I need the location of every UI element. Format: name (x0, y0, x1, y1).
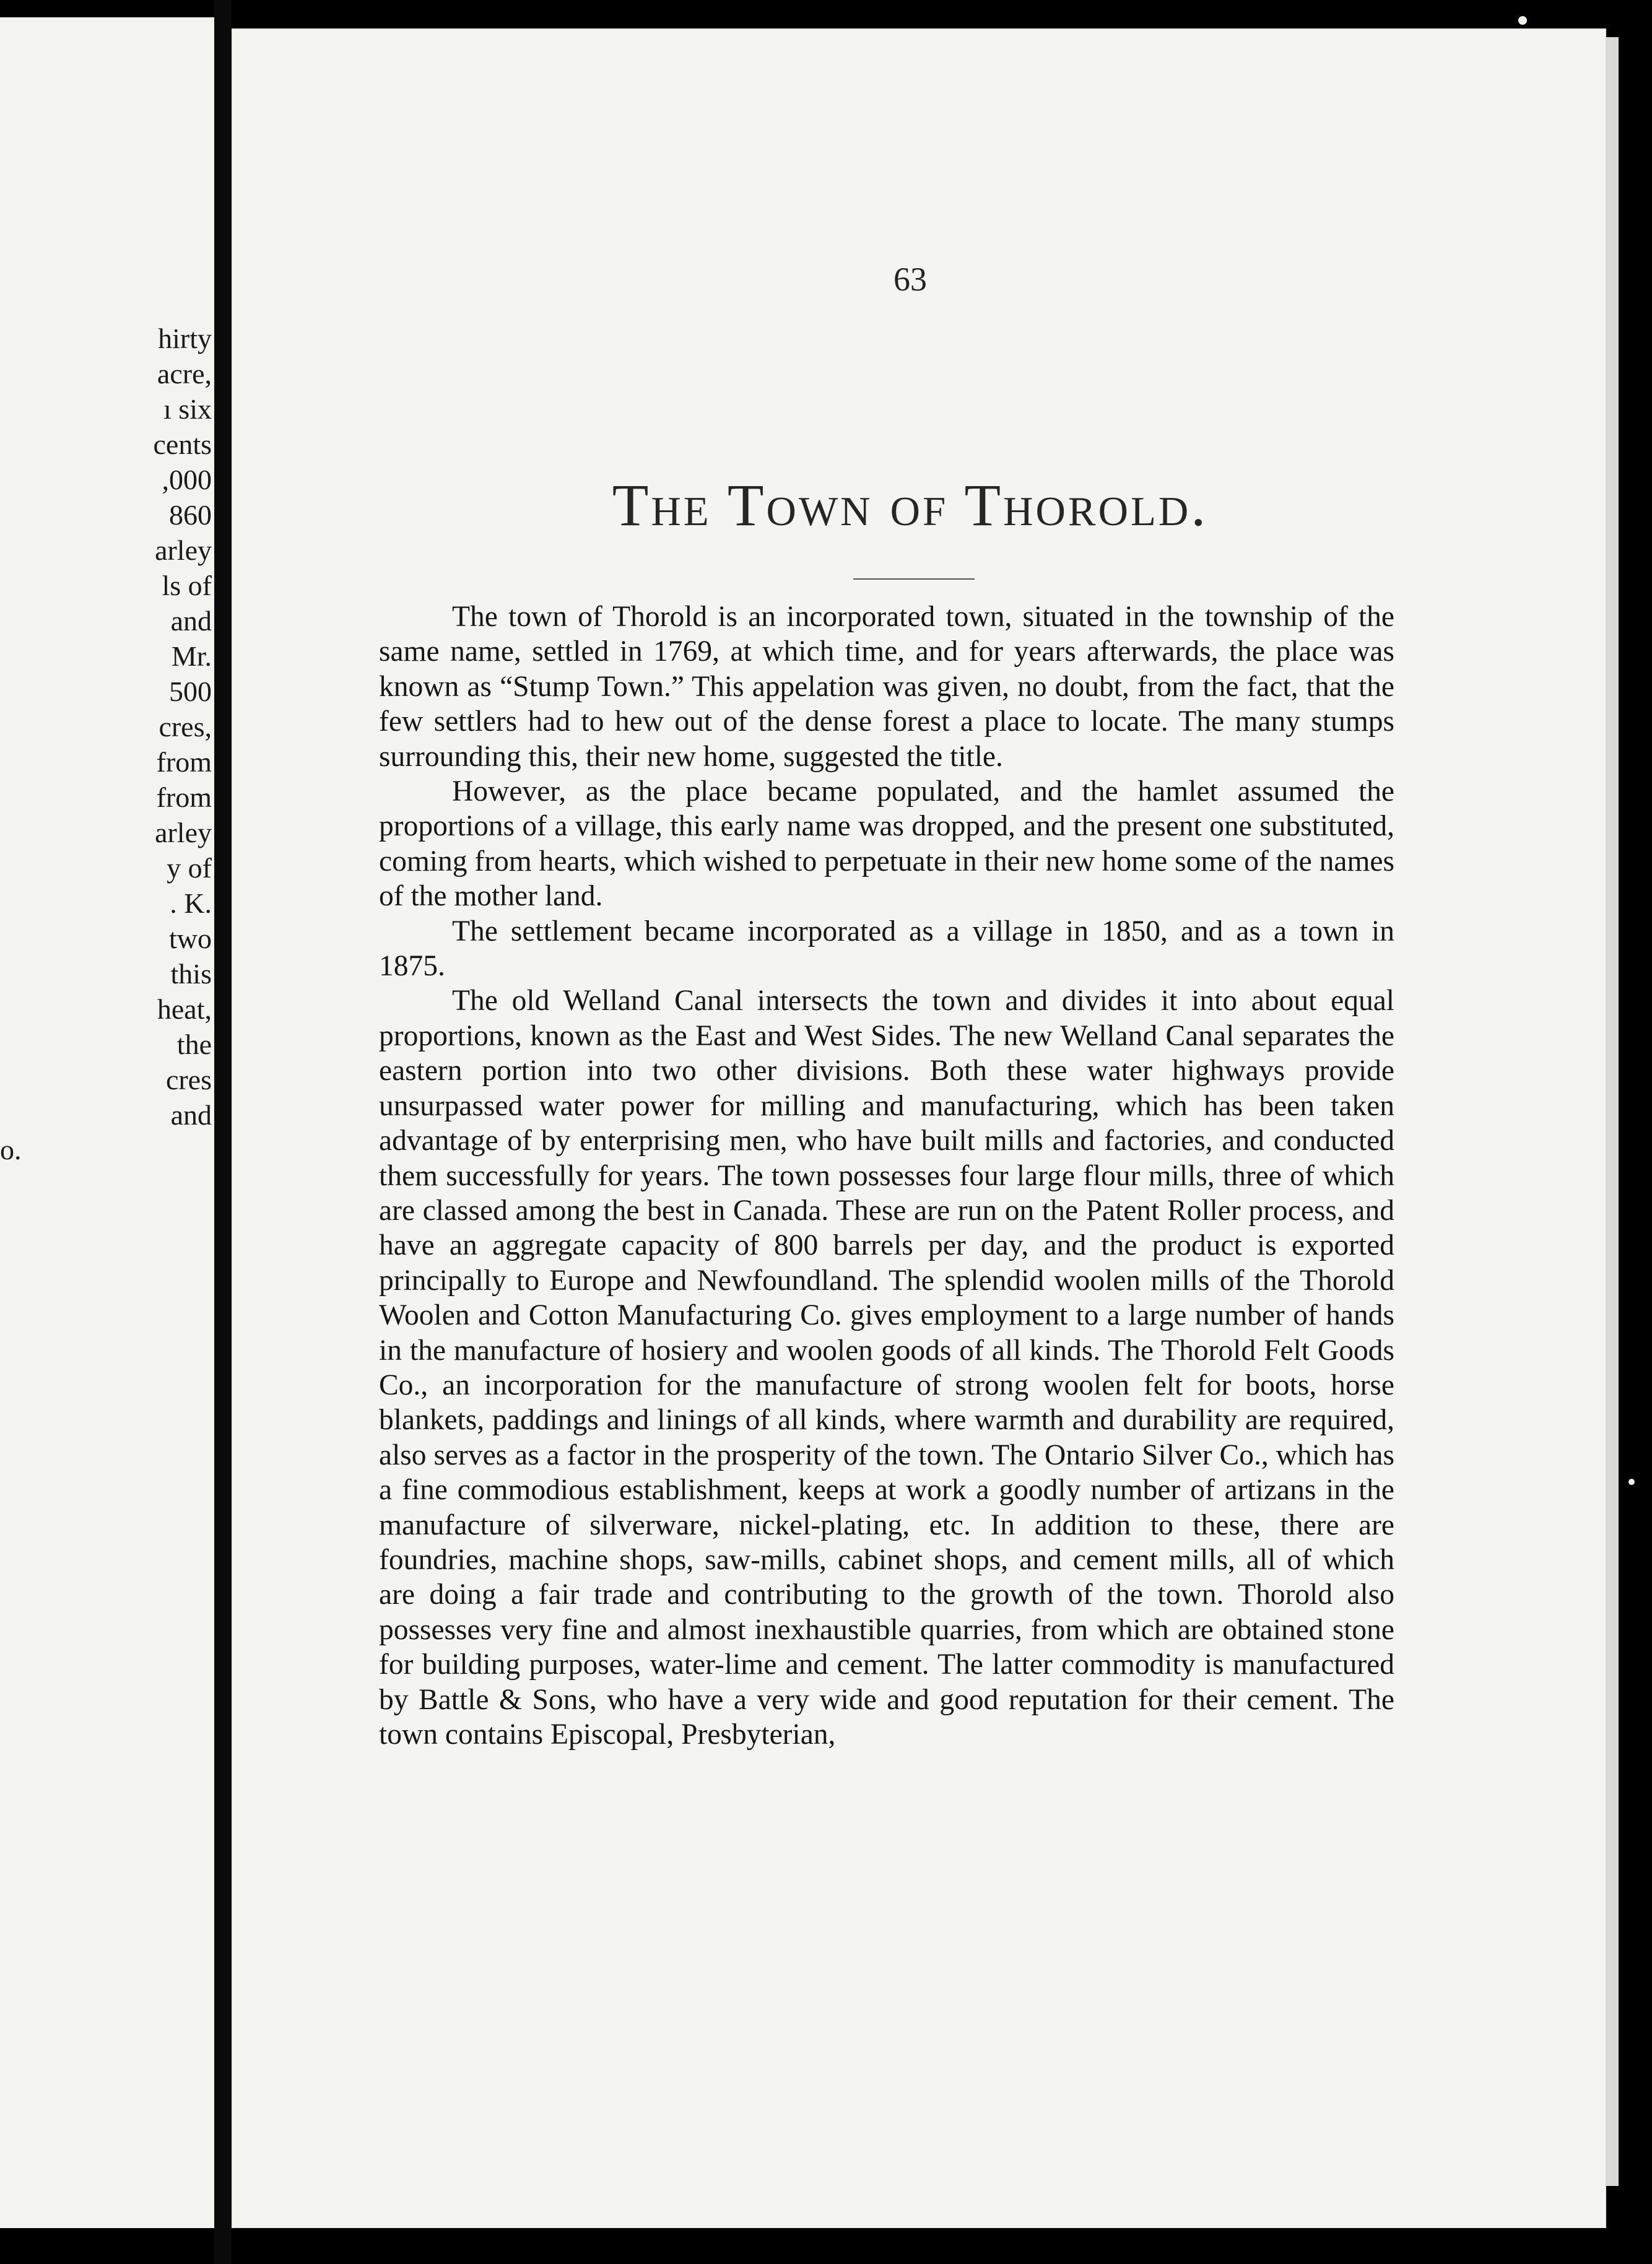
left-fragment: acre, (157, 358, 212, 390)
left-page-text-fragments (153, 321, 212, 1133)
left-fragment: y of (167, 852, 212, 884)
scan-speck (1518, 16, 1527, 25)
left-fragment: and (170, 605, 212, 637)
left-fragment: this (170, 958, 212, 990)
left-fragment: from (156, 782, 212, 813)
left-fragment: cents (153, 429, 212, 460)
paragraph: The town of Thorold is an incorporated town, situated in the township of the same name, settled in 1769, at which time, and for years afterwards, the place was known as “Stump Town.” This appelation was given, no doubt, from the fact, that the few settlers had to hew out of the dense forest a place to locate. The many stumps surrounding this, their new home, suggested the title. (379, 601, 1394, 773)
left-fragment: from (156, 746, 212, 778)
left-fragment: the (176, 1029, 212, 1060)
left-fragment: hirty (158, 323, 212, 354)
left-fragment: . K. (170, 887, 212, 919)
left-page (0, 17, 214, 2228)
left-fragment: cres, (159, 711, 212, 742)
left-fragment: arley (155, 817, 212, 848)
chapter-title: The Town of Thorold. (612, 472, 1209, 538)
paragraph: However, as the place became populated, and the hamlet assumed the proportions of a village, this early name was dropped, and the present one substituted, coming from hearts, which wished to perpetuate in their new home some of the names of the mother land. (379, 775, 1394, 913)
left-fragment: Mr. (171, 640, 212, 672)
body-text (379, 599, 1394, 1752)
left-fragment: 500 (169, 676, 212, 707)
page-edge-shadow (1606, 37, 1619, 2186)
left-fragment: two (169, 923, 212, 954)
left-fragment: arley (155, 534, 212, 566)
left-fragment: 860 (169, 499, 212, 531)
left-fragment: heat, (157, 993, 212, 1025)
scan-speck (1628, 1479, 1635, 1485)
paragraph: The old Welland Canal intersects the town and divides it into about equal proportions, known as the East and West Sides. The new Welland Canal separates the eastern portion into two other divisions. Both these water highways provide unsurpassed water power for milling and manufacturing, which has been taken advantage of by enterprising men, who have built mills and factories, and conducted them successfully for years. The town possesses four large flour mills, three of which are classed among the best in Canada. These are run on the Patent Roller process, and have an aggregate capacity of 800 barrels per day, and the product is exported principally to Europe and Newfoundland. The splendid woolen mills of the Thorold Woolen and Cotton Manufacturing Co. gives employment to a large number of hands in the manufacture of hosiery and woolen goods of all kinds. The Thorold Felt Goods Co., an incorporation for the manufacture of strong woolen felt for boots, horse blankets, paddings and linings of all kinds, where warmth and durability are required, also serves as a factor in the prosperity of the town. The Ontario Silver Co., which has a fine commodious establishment, keeps at work a goodly number of artizans in the manufacture of silverware, nickel-plating, etc. In addition to these, there are foundries, machine shops, saw-mills, cabinet shops, and cement mills, all of which are doing a fair trade and contributing to the growth of the town. Thorold also possesses very fine and almost inexhaustible quarries, from which are obtained stone for building purposes, water-lime and cement. The latter commodity is manufactured by Battle & Sons, who have a very wide and good reputation for their cement. The town contains Episcopal, Presbyterian, (379, 985, 1394, 1751)
title-divider-rule (853, 578, 975, 580)
paragraph: The settlement became incorporated as a village in 1850, and as a town in 1875. (379, 915, 1394, 983)
left-fragment-last: o. (0, 1134, 22, 1165)
book-gutter (214, 0, 232, 2264)
left-fragment: and (170, 1099, 212, 1131)
left-fragment: ı six (163, 393, 212, 425)
left-fragment: ,000 (162, 464, 212, 495)
left-fragment: ls of (162, 570, 212, 601)
left-fragment: cres (165, 1064, 212, 1095)
page-number: 63 (893, 261, 927, 298)
